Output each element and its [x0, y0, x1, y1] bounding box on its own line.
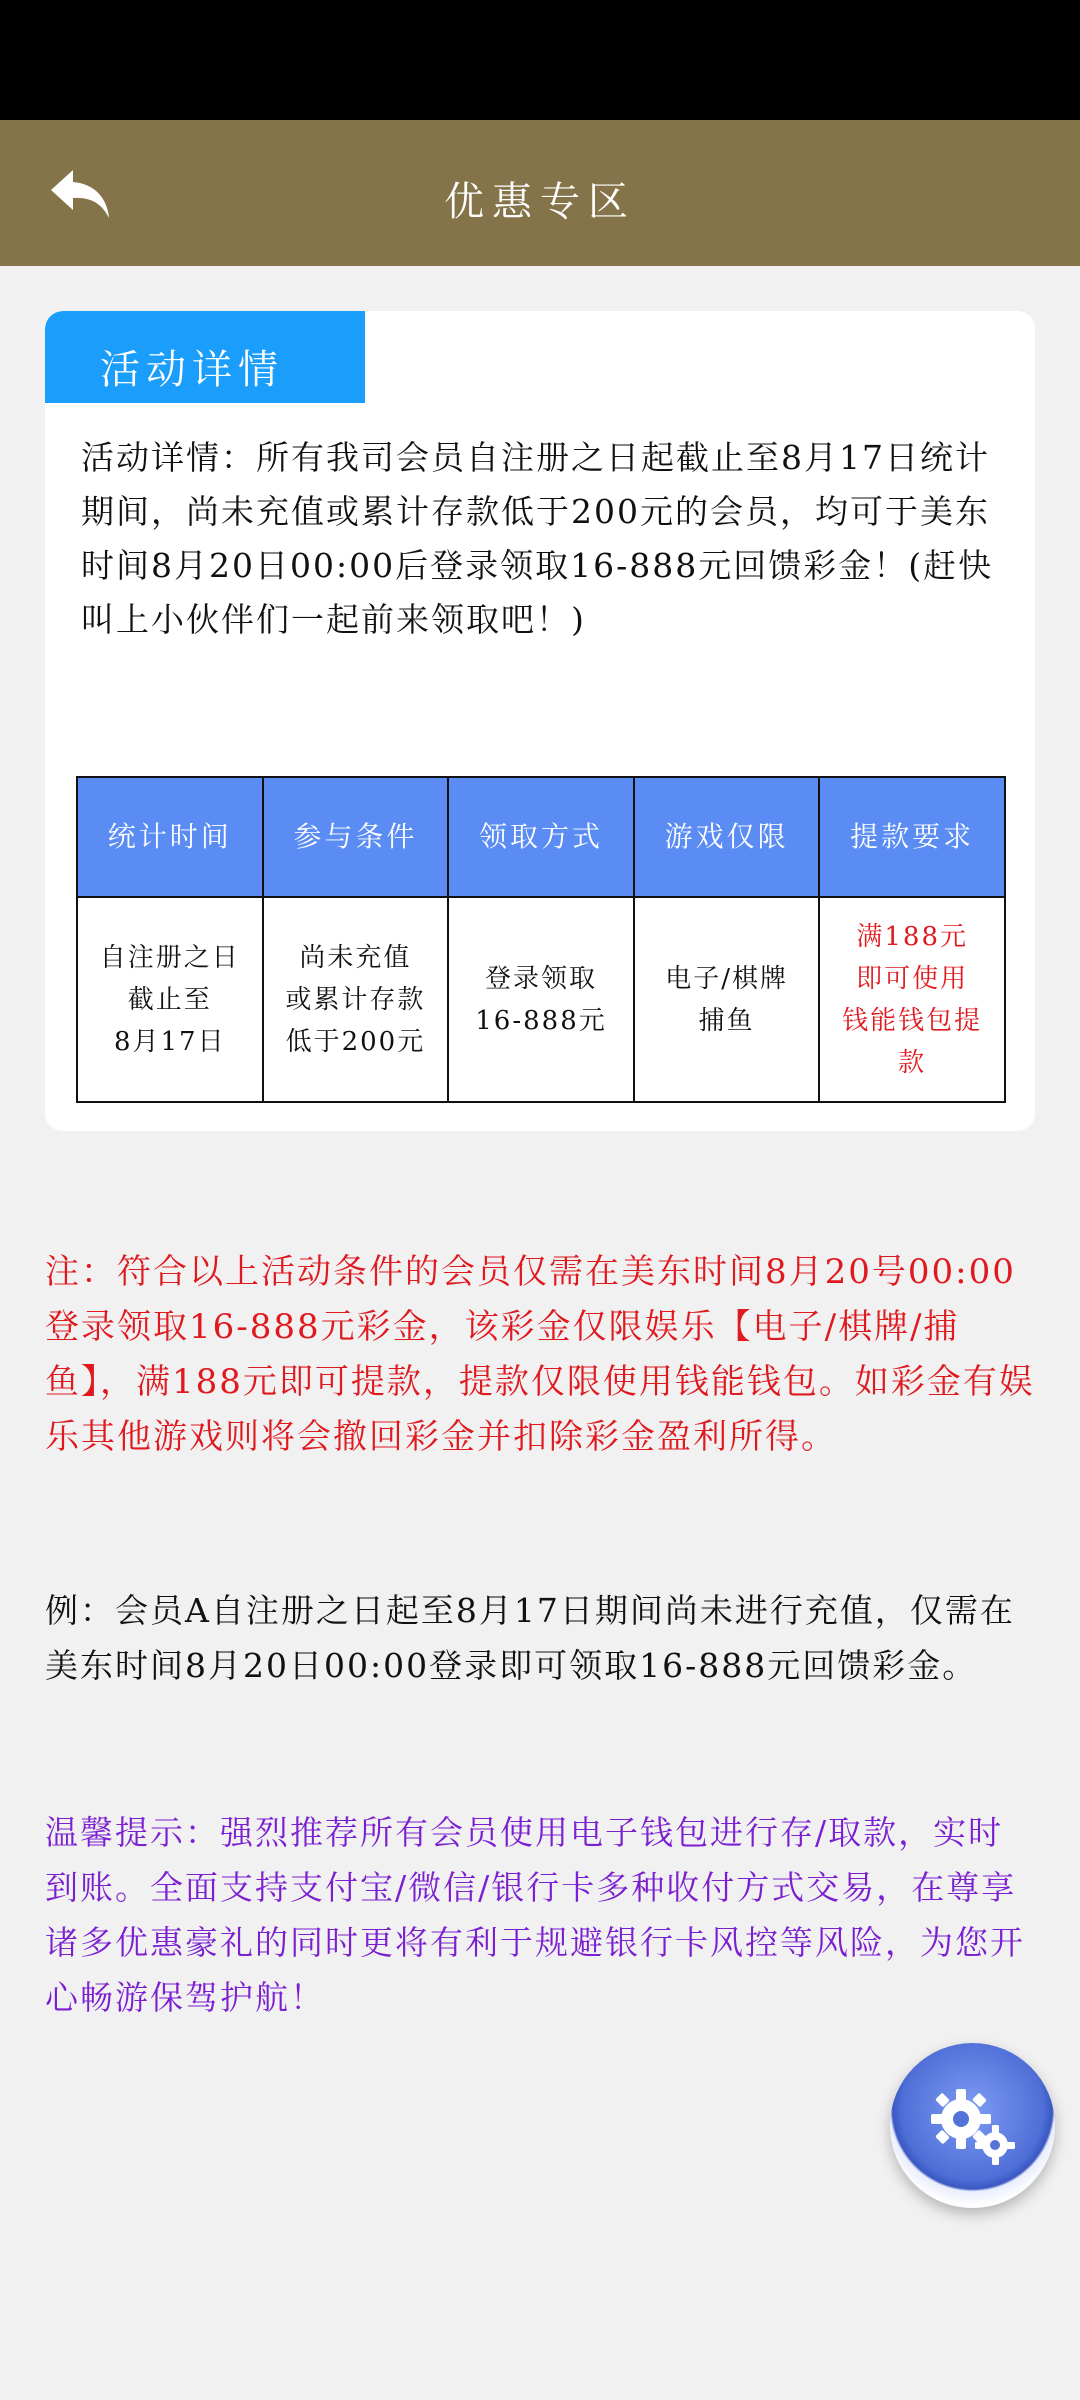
activity-detail-card — [45, 311, 1035, 1131]
status-bar — [0, 0, 1080, 120]
tip-text: 温馨提示：强烈推荐所有会员使用电子钱包进行存/取款，实时到账。全面支持支付宝/微信/银行卡多种收付方式交易，在尊享诸多优惠豪礼的同时更将有利于规避银行卡风控等风险，为您开心畅游保驾护航！ — [45, 1813, 1025, 2017]
app-header — [0, 120, 1080, 266]
header-games: 游戏仅限 — [634, 777, 820, 897]
gear-icon — [923, 2081, 1023, 2171]
header-participation: 参与条件 — [263, 777, 449, 897]
example-text: 例：会员A自注册之日起至8月17日期间尚未进行充值，仅需在美东时间8月20日00:00登录即可领取16-888元回馈彩金。 — [45, 1591, 1015, 1685]
header-withdraw: 提款要求 — [819, 777, 1005, 897]
activity-info-table — [76, 776, 1006, 1103]
cell-stat-time: 自注册之日 截止至 8月17日 — [77, 897, 263, 1102]
table-row — [77, 897, 1005, 1102]
back-arrow-icon — [47, 166, 113, 224]
table-header-row — [77, 777, 1005, 897]
header-claim-method: 领取方式 — [448, 777, 634, 897]
header-stat-time: 统计时间 — [77, 777, 263, 897]
cell-withdraw: 满188元 即可使用 钱能钱包提款 — [819, 897, 1005, 1102]
activity-detail-tab: 活动详情 — [45, 311, 365, 403]
activity-description: 活动详情：所有我司会员自注册之日起截止至8月17日统计期间，尚未充值或累计存款低于200元的会员，均可于美东时间8月20日00:00后登录领取16-888元回馈彩金！(赶快叫上小伙伴们一起前来领取吧！) — [81, 438, 994, 639]
cell-games: 电子/棋牌 捕鱼 — [634, 897, 820, 1102]
note-text: 注：符合以上活动条件的会员仅需在美东时间8月20号00:00登录领取16-888元彩金，该彩金仅限娱乐【电子/棋牌/捕鱼】，满188元即可提款，提款仅限使用钱能钱包。如彩金有娱乐其他游戏则将会撤回彩金并扣除彩金盈利所得。 — [45, 1252, 1035, 1457]
cell-claim-method: 登录领取 16-888元 — [448, 897, 634, 1102]
page-title: 优惠专区 — [444, 178, 636, 225]
cell-participation: 尚未充值 或累计存款 低于200元 — [263, 897, 449, 1102]
settings-button[interactable] — [890, 2043, 1055, 2208]
back-button[interactable] — [42, 160, 118, 230]
